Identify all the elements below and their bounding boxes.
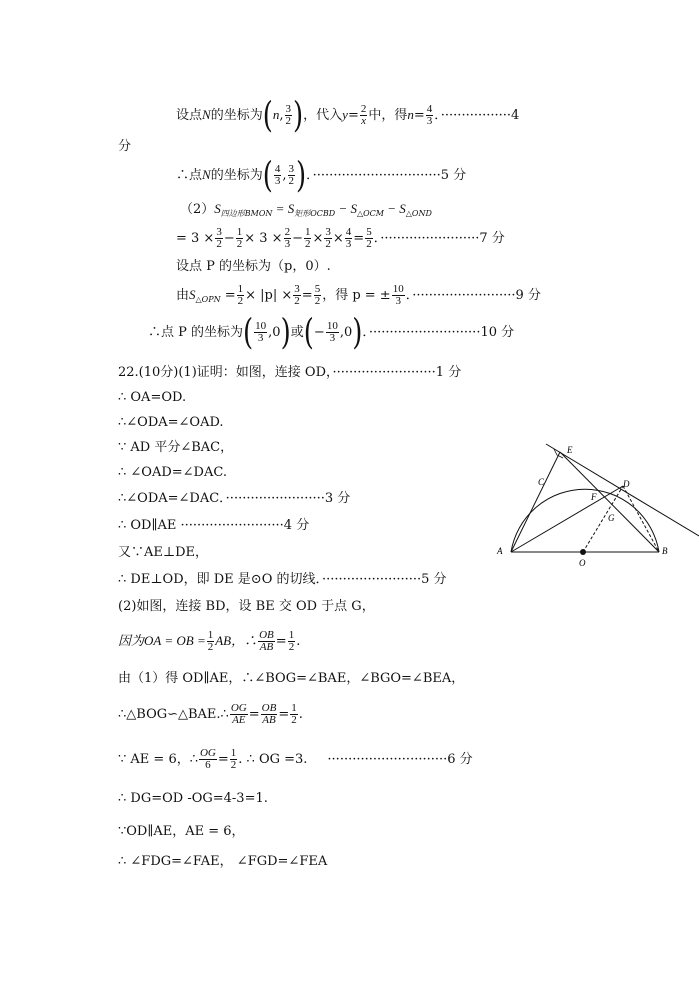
text: . bbox=[298, 707, 303, 722]
line-5 bbox=[176, 227, 505, 250]
geometry-figure bbox=[489, 436, 699, 576]
text: . bbox=[296, 634, 301, 649]
fraction: $\frac{10}{3}$ bbox=[392, 283, 404, 307]
paren: ( bbox=[262, 155, 273, 196]
fraction: $\frac{1}{2}$ bbox=[237, 283, 244, 307]
score-dots: ·····························6 分 bbox=[327, 752, 473, 767]
text: ∵ AE = 6，∴ bbox=[118, 752, 198, 767]
label-c: C bbox=[538, 477, 545, 487]
text: ∴点 P 的坐标为 bbox=[148, 325, 244, 340]
label-g: G bbox=[608, 513, 615, 523]
proof-line bbox=[118, 748, 473, 771]
center-point bbox=[580, 549, 586, 555]
text: − bbox=[313, 325, 325, 340]
text: − S bbox=[335, 201, 357, 216]
text: = bbox=[278, 707, 290, 722]
tangent-line bbox=[546, 444, 699, 536]
line-3: ∴点N的坐标为( $\frac{4}{3}$ , $\frac{3}{2}$ )．·······························5 分 bbox=[176, 155, 467, 196]
label-o: O bbox=[579, 558, 586, 568]
fraction: $\frac{4}{3}$ bbox=[345, 226, 352, 250]
line-7 bbox=[176, 284, 541, 309]
var: S bbox=[214, 201, 221, 216]
proof-line: 又∵AE⊥DE， bbox=[118, 545, 209, 560]
label-b: B bbox=[662, 546, 668, 556]
proof-line: ∵ AD 平分∠BAC， bbox=[118, 440, 234, 455]
fraction: $\frac{1}{2}$ bbox=[207, 629, 214, 653]
text: 或 bbox=[290, 325, 304, 340]
text: = bbox=[220, 288, 236, 303]
fraction: $\frac{5}{2}$ bbox=[314, 283, 321, 307]
text: ，代入 bbox=[303, 108, 343, 123]
proof-line bbox=[118, 703, 303, 726]
text: = bbox=[413, 108, 425, 123]
text: 设点 bbox=[176, 108, 203, 123]
paren: ) bbox=[293, 95, 304, 136]
fraction: $\frac{OB}{AB}$ bbox=[259, 629, 274, 653]
text: = 3 × bbox=[176, 231, 215, 246]
text: × bbox=[312, 231, 324, 246]
var-n: N bbox=[202, 107, 211, 122]
score-dots: ．·······························5 分 bbox=[306, 168, 467, 183]
fraction: $\frac{2}{x}$ bbox=[360, 103, 367, 127]
text: − S bbox=[384, 201, 406, 216]
fraction: $\frac{5}{2}$ bbox=[366, 226, 372, 250]
fraction: $\frac{3}{2}$ bbox=[285, 103, 291, 127]
fraction: $\frac{4}{3}$ bbox=[274, 163, 281, 187]
text: = bbox=[347, 108, 359, 123]
text: ∴点 bbox=[176, 168, 203, 183]
proof-line: ∴ OA=OD. bbox=[118, 390, 187, 405]
line-8 bbox=[148, 312, 515, 353]
text: = bbox=[275, 634, 287, 649]
fraction: $\frac{2}{3}$ bbox=[284, 226, 291, 250]
paren: ) bbox=[280, 312, 291, 353]
line-1: 设点N的坐标为(n, $\frac{3}{2}$ )，代入y= $\frac{2}{x}$ 中，得n= $\frac{4}{3}$ ．·················4 bbox=[176, 95, 520, 136]
paren: ) bbox=[352, 312, 363, 353]
fraction: $\frac{1}{2}$ bbox=[291, 702, 297, 726]
text: ,0 bbox=[339, 325, 353, 340]
proof-line: (2)如图，连接 BD，设 BE 交 OD 于点 G， bbox=[118, 599, 375, 614]
text: 因为OA = OB = bbox=[118, 633, 206, 648]
text: − bbox=[223, 231, 235, 246]
text: 的坐标为 bbox=[210, 108, 263, 123]
proof-line: ∵OD∥AE，AE = 6， bbox=[118, 824, 245, 839]
text: ∴△BOG∽△BAE.∴ bbox=[118, 707, 229, 722]
line-4 bbox=[180, 200, 432, 223]
paren: ) bbox=[296, 155, 307, 196]
fraction: $\frac{10}{3}$ bbox=[255, 320, 267, 344]
proof-line: 由（1）得 OD∥AE，∴∠BOG=∠BAE，∠BGO=∠BEA， bbox=[118, 671, 465, 686]
score-dots: ．························7 分 bbox=[373, 231, 505, 246]
proof-line: ∴ ∠OAD=∠DAC. bbox=[118, 465, 227, 480]
text: = S bbox=[272, 201, 295, 216]
fraction: $\frac{4}{3}$ bbox=[426, 103, 433, 127]
fraction: $\frac{1}{2}$ bbox=[230, 747, 237, 771]
proof-line: ∴ OD∥AE ·························4 分 bbox=[118, 518, 310, 533]
text: 由 bbox=[176, 288, 190, 303]
score-dots: ．···························10 分 bbox=[362, 325, 515, 340]
subscript: △OCM bbox=[356, 209, 384, 218]
text: （2） bbox=[180, 202, 215, 217]
fraction: $\frac{OG}{6}$ bbox=[199, 747, 216, 771]
score-dots: ．·················4 bbox=[434, 108, 520, 123]
fraction: $\frac{1}{2}$ bbox=[288, 629, 295, 653]
fraction: $\frac{3}{2}$ bbox=[294, 283, 300, 307]
text: . ∴ OG =3. bbox=[238, 752, 308, 767]
fraction: $\frac{1}{2}$ bbox=[304, 226, 311, 250]
paren: ( bbox=[243, 312, 254, 353]
score-dots: ．·························9 分 bbox=[405, 288, 541, 303]
fraction: $\frac{10}{3}$ bbox=[326, 320, 338, 344]
text: ,0 bbox=[268, 325, 281, 340]
proof-line bbox=[118, 630, 300, 653]
label-a: A bbox=[497, 546, 503, 556]
text: × bbox=[332, 231, 344, 246]
var: n bbox=[407, 107, 414, 122]
var: n bbox=[272, 107, 280, 122]
proof-line: ∴∠ODA=∠OAD. bbox=[118, 415, 224, 430]
fraction: $\frac{3}{2}$ bbox=[288, 163, 294, 187]
subscript: △OPN bbox=[195, 295, 221, 304]
var: S bbox=[189, 287, 196, 302]
fraction: $\frac{3}{2}$ bbox=[216, 226, 222, 250]
text: × |p| × bbox=[245, 288, 293, 303]
line-6: 设点 P 的坐标为（p，0）. bbox=[176, 259, 331, 274]
line-2: 分 bbox=[118, 139, 132, 154]
fraction: $\frac{1}{2}$ bbox=[236, 226, 243, 250]
text: 的坐标为 bbox=[210, 168, 263, 183]
subscript: △OND bbox=[405, 209, 432, 218]
proof-line: ∴ DG=OD -OG=4-3=1. bbox=[118, 791, 268, 806]
var: N bbox=[202, 167, 211, 182]
paren: ( bbox=[262, 95, 273, 136]
subscript: 四边形BMON bbox=[220, 209, 273, 218]
proof-line: ∴∠ODA=∠DAC．························3 分 bbox=[118, 491, 351, 506]
text: = bbox=[301, 288, 313, 303]
text: − bbox=[292, 231, 303, 246]
segment-ad bbox=[511, 486, 623, 552]
label-f: F bbox=[591, 492, 597, 502]
paren: ( bbox=[303, 312, 314, 353]
text: 中，得 bbox=[368, 108, 408, 123]
var: y bbox=[342, 107, 348, 122]
label-e: E bbox=[567, 445, 573, 455]
fraction: $\frac{OG}{AE}$ bbox=[230, 702, 247, 726]
fraction: $\frac{3}{2}$ bbox=[325, 226, 331, 250]
subscript: 矩形OCBD bbox=[294, 209, 336, 218]
label-d: D bbox=[623, 479, 630, 489]
text: = bbox=[217, 752, 229, 767]
proof-line: ∴ DE⊥OD，即 DE 是⊙O 的切线．························5 分 bbox=[118, 572, 447, 587]
text: = bbox=[248, 707, 260, 722]
segment-bd bbox=[623, 486, 659, 552]
text: AB，∴ bbox=[215, 633, 258, 648]
segment-eb bbox=[560, 452, 659, 552]
proof-line: ∴ ∠FDG=∠FAE， ∠FGD=∠FEA bbox=[118, 854, 328, 869]
text: × 3 × bbox=[244, 231, 283, 246]
q22-header: 22.(10分)(1)证明：如图，连接 OD，·························1 分 bbox=[118, 365, 462, 380]
fraction: $\frac{OB}{AB}$ bbox=[261, 702, 277, 726]
text: = bbox=[353, 231, 365, 246]
text: ，得 p = ± bbox=[322, 288, 391, 303]
